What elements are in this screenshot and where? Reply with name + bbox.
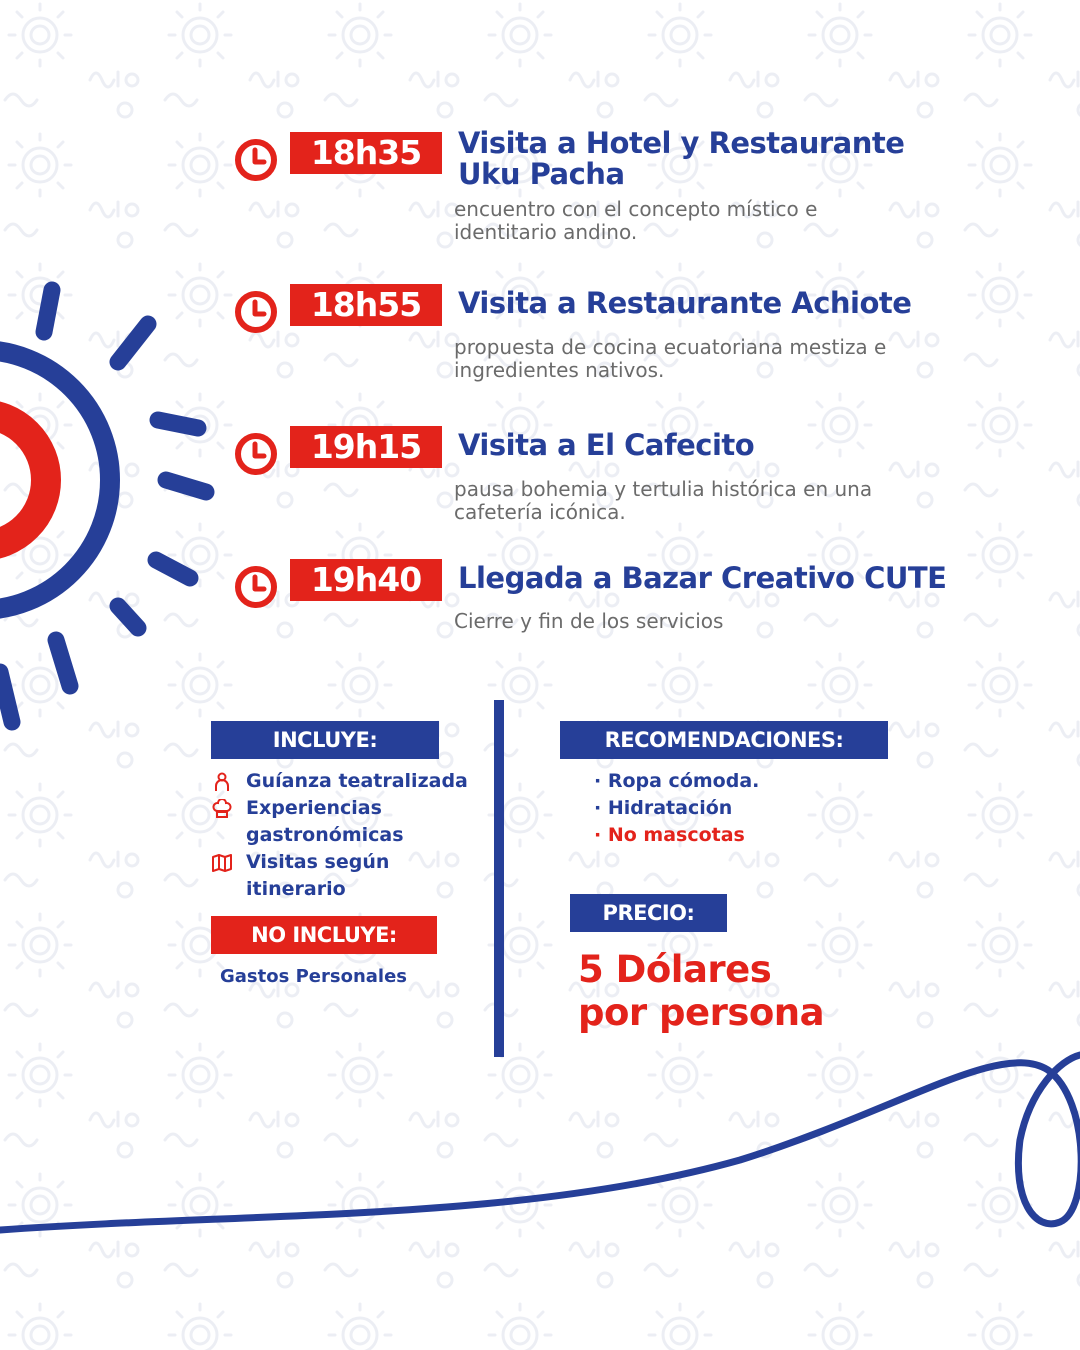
stop-description: encuentro con el concepto místico e identitario andino. xyxy=(454,197,818,244)
price-amount: 5 Dólares xyxy=(578,948,772,991)
bottom-wave-line xyxy=(0,1055,1080,1230)
list-item: · Hidratación xyxy=(594,797,733,819)
chef-hat-icon xyxy=(212,799,232,819)
no-incluye-header: NO INCLUYE: xyxy=(211,916,437,954)
list-item: Guíanza teatralizada xyxy=(212,768,492,795)
precio-header: PRECIO: xyxy=(570,894,727,932)
recomendaciones-list xyxy=(594,768,894,849)
map-icon xyxy=(212,853,232,873)
clock-icon xyxy=(232,288,280,336)
list-item: Visitas según itinerario xyxy=(212,849,492,903)
stop-title: Visita a Hotel y Restaurante Uku Pacha xyxy=(458,126,905,191)
time-badge: 18h55 xyxy=(290,284,442,326)
stop-description: pausa bohemia y tertulia histórica en una cafetería icónica. xyxy=(454,477,873,524)
price-unit: por persona xyxy=(578,991,825,1034)
incluye-list xyxy=(212,768,492,903)
sun-decoration xyxy=(0,290,206,722)
stop-title: Llegada a Bazar Creativo CUTE xyxy=(458,561,947,595)
no-incluye-text: Gastos Personales xyxy=(220,966,407,987)
time-badge: 19h40 xyxy=(290,559,442,601)
incluye-header: INCLUYE: xyxy=(211,721,439,759)
stop-title: Visita a Restaurante Achiote xyxy=(458,286,912,320)
clock-icon xyxy=(232,563,280,611)
vertical-divider xyxy=(494,700,504,1057)
price-text xyxy=(578,948,918,1034)
time-badge: 19h15 xyxy=(290,426,442,468)
recomendaciones-header: RECOMENDACIONES: xyxy=(560,721,888,759)
stop-description: Cierre y fin de los servicios xyxy=(454,609,724,633)
guide-icon xyxy=(212,772,232,792)
list-item: Experiencias gastronómicas xyxy=(212,795,492,849)
time-badge: 18h35 xyxy=(290,132,442,174)
stop-title: Visita a El Cafecito xyxy=(458,428,755,462)
stop-description: propuesta de cocina ecuatoriana mestiza e ingredientes nativos. xyxy=(454,335,887,382)
list-item: · No mascotas xyxy=(594,824,745,846)
clock-icon xyxy=(232,136,280,184)
clock-icon xyxy=(232,430,280,478)
list-item: · Ropa cómoda. xyxy=(594,770,760,792)
